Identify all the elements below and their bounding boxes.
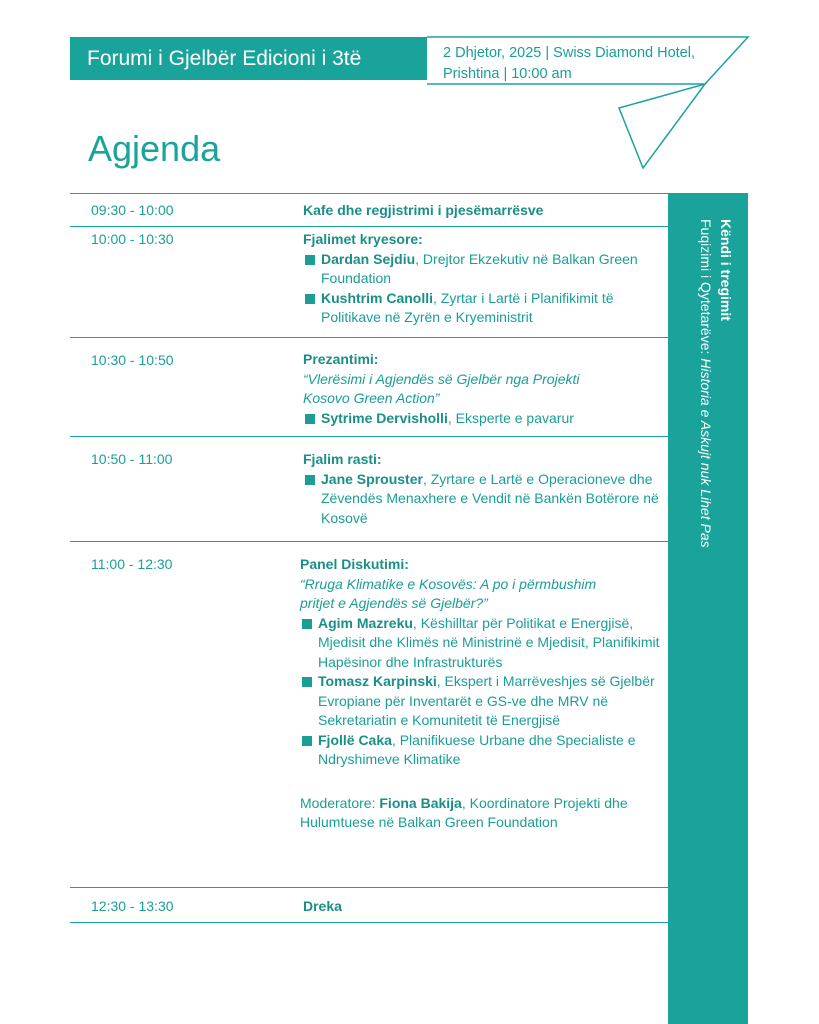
event-title: Forumi i Gjelbër Edicioni i 3të (87, 46, 362, 70)
speaker-name: Fjollë Caka (318, 731, 392, 748)
bullet-square-icon (305, 294, 315, 304)
speaker-role: , Zyrtar i Lartë i Planifikimit të Politikave në Zyrën e Kryeministrit (321, 289, 614, 325)
moderator-line (300, 794, 660, 833)
speaker-name: Jane Sprouster (321, 470, 423, 487)
side-panel-text (668, 193, 748, 1024)
speaker-item (303, 289, 663, 328)
speaker-name: Dardan Sejdiu (321, 250, 416, 267)
session-time: 10:50 - 11:00 (91, 451, 173, 467)
session-label: Panel Diskutimi: (300, 556, 409, 572)
moderator-name: Fiona Bakija (379, 794, 462, 811)
bullet-square-icon (305, 414, 315, 424)
side-panel-title: Këndi i tregimit (718, 219, 734, 321)
session-content (303, 450, 663, 528)
bullet-square-icon (302, 736, 312, 746)
bullet-square-icon (305, 475, 315, 485)
decorative-triangles-icon (0, 0, 819, 200)
session-time: 12:30 - 13:30 (91, 898, 174, 914)
session-time: 10:30 - 10:50 (91, 352, 174, 368)
row-divider (70, 887, 668, 888)
moderator-label: Moderatore: (300, 794, 380, 811)
row-divider (70, 436, 668, 437)
session-label: Fjalim rasti: (303, 451, 382, 467)
bullet-square-icon (305, 255, 315, 265)
session-content (303, 201, 663, 221)
row-divider (70, 337, 668, 338)
speaker-role: , Eksperte e pavarur (447, 409, 574, 426)
speaker-name: Kushtrim Canolli (321, 289, 434, 306)
speaker-role: , Drejtor Ekzekutiv në Balkan Green Foundation (321, 250, 638, 286)
session-time: 09:30 - 10:00 (91, 202, 174, 218)
row-divider (70, 193, 668, 194)
speaker-role: , Ekspert i Marrëveshjes së Gjelbër Evropiane për Inventarët e GS-ve dhe MRV në Sekretariatin e Komunitetit të Energjisë (318, 673, 655, 728)
session-content (300, 555, 660, 833)
storytelling-side-panel (668, 193, 748, 1024)
speaker-item (300, 672, 660, 731)
session-topic: “Vlerësimi i Agjendës së Gjelbër nga Projekti Kosovo Green Action” (303, 370, 580, 406)
speaker-role: , Zyrtare e Lartë e Operacioneve dhe Zëvendës Menaxhere e Vendit në Bankën Botërore në Kosovë (321, 470, 659, 526)
row-divider (70, 922, 668, 923)
session-content (303, 350, 663, 428)
session-content (303, 230, 663, 328)
agenda-heading: Agjenda (88, 128, 221, 169)
side-panel-subtitle-prefix: Fuqizimi i Qytetarëve: (698, 219, 714, 359)
speaker-item (303, 250, 663, 289)
speaker-item (303, 470, 663, 529)
speaker-name: Tomasz Karpinski (318, 673, 437, 689)
speaker-role: , Planifikuese Urbane dhe Specialiste e Ndryshimeve Klimatike (318, 731, 636, 767)
session-time: 11:00 - 12:30 (91, 556, 173, 572)
speaker-item (300, 731, 660, 770)
session-label: Kafe dhe regjistrimi i pjesëmarrësve (303, 202, 544, 218)
bullet-square-icon (302, 619, 312, 629)
event-date-venue: 2 Dhjetor, 2025 | Swiss Diamond Hotel, (443, 45, 696, 61)
speaker-name: Agim Mazreku (318, 614, 413, 631)
speaker-role: , Këshilltar për Politikat e Energjisë, Mjedisit dhe Klimës në Ministrinë e Mjedisit, Planifikimit Hapësinor dhe Infrastrukturës (318, 614, 660, 670)
side-panel-subtitle-italic: Historia e Askujt nuk Lihet Pas (698, 358, 714, 548)
row-divider (70, 226, 668, 227)
session-label: Dreka (303, 898, 342, 914)
event-city-time: Prishtina | 10:00 am (443, 66, 572, 82)
session-label: Prezantimi: (303, 351, 379, 367)
speaker-item (300, 614, 660, 673)
row-divider (70, 541, 668, 542)
session-content (303, 897, 663, 917)
speaker-name: Sytrime Dervisholli (321, 409, 448, 426)
moderator-role: , Koordinatore Projekti dhe Hulumtuese në Balkan Green Foundation (300, 794, 628, 830)
bullet-square-icon (302, 677, 312, 687)
speaker-item (303, 409, 663, 429)
session-time: 10:00 - 10:30 (91, 231, 174, 247)
session-topic: “Rruga Klimatike e Kosovës: A po i përmbushim pritjet e Agjendës së Gjelbër?” (300, 575, 597, 611)
side-panel-subtitle (698, 219, 714, 548)
session-label: Fjalimet kryesore: (303, 231, 423, 247)
